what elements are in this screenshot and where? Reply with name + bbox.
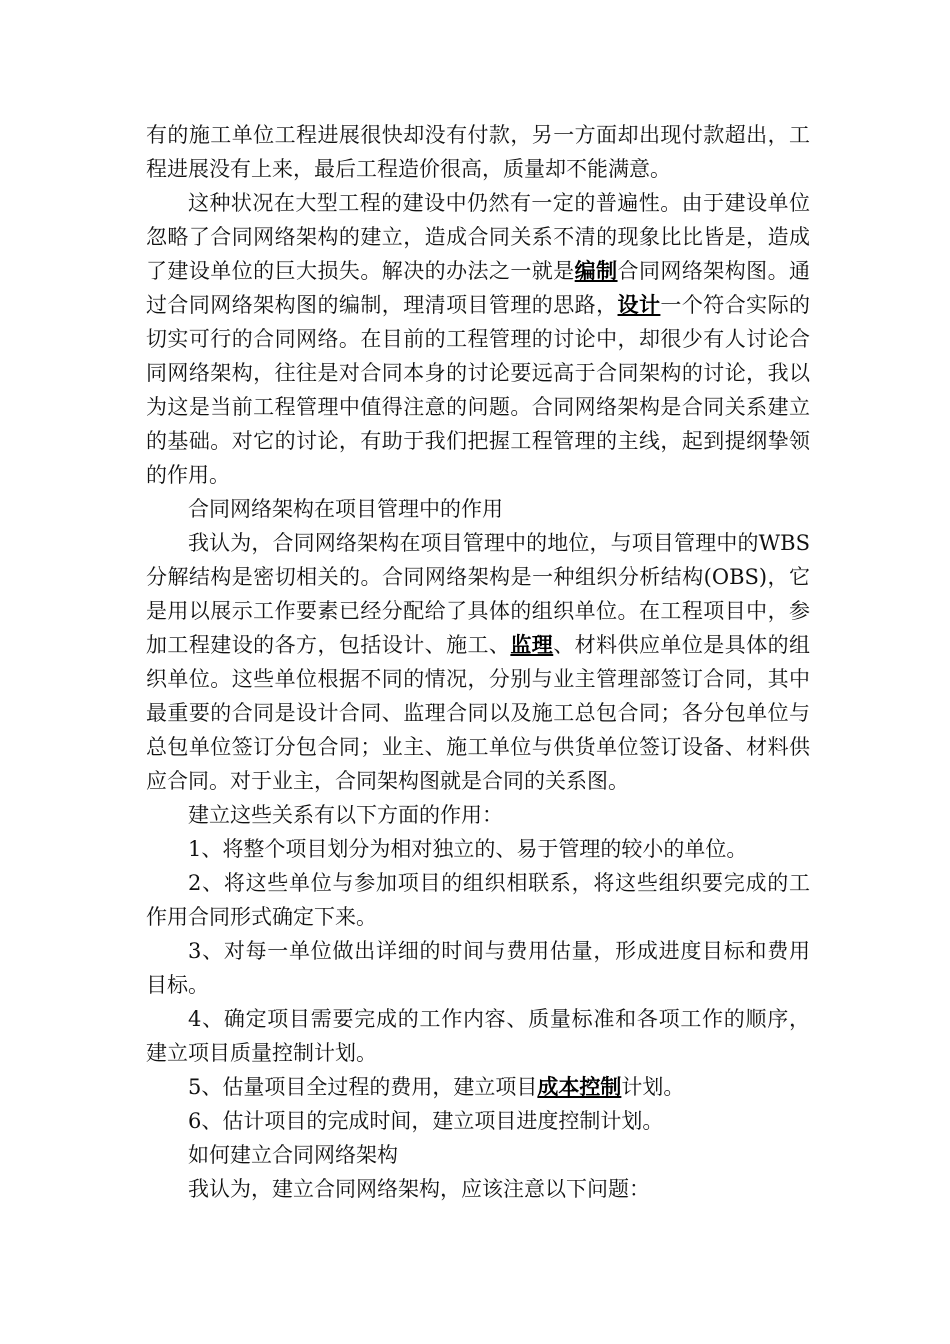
- link-bianzhi[interactable]: 编制: [574, 259, 618, 283]
- text-segment: 合同网络架构在项目管理中的作用: [188, 497, 503, 521]
- paragraph-p7: [146, 866, 810, 934]
- text-segment: 我认为，合同网络架构在项目管理中的地位，与项目管理中的WBS分解结构是密切相关的。合同网络架构是一种组织分析结构(OBS)，它是用以展示工作要素已经分配给了具体的组织单位。在工程项目中，参加工程建设的各方，包括设计、施工、: [146, 531, 810, 657]
- text-segment: 我认为，建立合同网络架构，应该注意以下问题：: [188, 1177, 650, 1201]
- text-segment: 、材料供应单位是具体的组织单位。这些单位根据不同的情况，分别与业主管理部签订合同，其中最重要的合同是设计合同、监理合同以及施工总包合同；各分包单位与总包单位签订分包合同；业主、施工单位与供货单位签订设备、材料供应合同。对于业主，合同架构图就是合同的关系图。: [146, 633, 811, 793]
- text-segment: 如何建立合同网络架构: [188, 1143, 398, 1167]
- text-segment: 1、将整个项目划分为相对独立的、易于管理的较小的单位。: [188, 837, 748, 861]
- paragraph-p4: [146, 526, 810, 798]
- text-segment: 6、估计项目的完成时间，建立项目进度控制计划。: [188, 1109, 664, 1133]
- text-segment: 2、将这些单位与参加项目的组织相联系，将这些组织要完成的工作用合同形式确定下来。: [146, 871, 810, 929]
- link-jianli[interactable]: 监理: [510, 633, 554, 657]
- link-chengben-kongzhi[interactable]: 成本控制: [537, 1075, 622, 1099]
- text-segment: 3、对每一单位做出详细的时间与费用估量，形成进度目标和费用目标。: [146, 939, 810, 997]
- paragraph-p3: [146, 492, 810, 526]
- text-segment: 合同网络架构图。通过合同网络架构图的编制，理清项目管理的思路，: [146, 259, 811, 317]
- paragraph-p1: [146, 118, 810, 186]
- link-sheji[interactable]: 设计: [617, 293, 661, 317]
- text-segment: 有的施工单位工程进展很快却没有付款，另一方面却出现付款超出，工程进展没有上来，最后工程造价很高，质量却不能满意。: [146, 123, 810, 181]
- text-segment: 一个符合实际的切实可行的合同网络。在目前的工程管理的讨论中，却很少有人讨论合同网络架构，往往是对合同本身的讨论要远高于合同架构的讨论，我以为这是当前工程管理中值得注意的问题。合同网络架构是合同关系建立的基础。对它的讨论，有助于我们把握工程管理的主线，起到提纲挚领的作用。: [146, 293, 811, 487]
- text-segment: 4、确定项目需要完成的工作内容、质量标准和各项工作的顺序，建立项目质量控制计划。: [146, 1007, 810, 1065]
- paragraph-p9: [146, 1002, 810, 1070]
- text-segment: 建立这些关系有以下方面的作用：: [188, 803, 503, 827]
- paragraph-p8: [146, 934, 810, 1002]
- paragraph-p11: [146, 1104, 810, 1138]
- paragraph-p12: [146, 1138, 810, 1172]
- text-segment: 5、估量项目全过程的费用，建立项目: [188, 1075, 538, 1099]
- paragraph-p6: [146, 832, 810, 866]
- paragraph-p2: [146, 186, 810, 492]
- paragraph-p10: [146, 1070, 810, 1104]
- text-segment: 这种状况在大型工程的建设中仍然有一定的普遍性。由于建设单位忽略了合同网络架构的建立，造成合同关系不清的现象比比皆是，造成了建设单位的巨大损失。解决的办法之一就是: [146, 191, 810, 283]
- paragraph-p5: [146, 798, 810, 832]
- document-page: [146, 118, 810, 1206]
- text-segment: 计划。: [621, 1075, 685, 1099]
- paragraph-p13: [146, 1172, 810, 1206]
